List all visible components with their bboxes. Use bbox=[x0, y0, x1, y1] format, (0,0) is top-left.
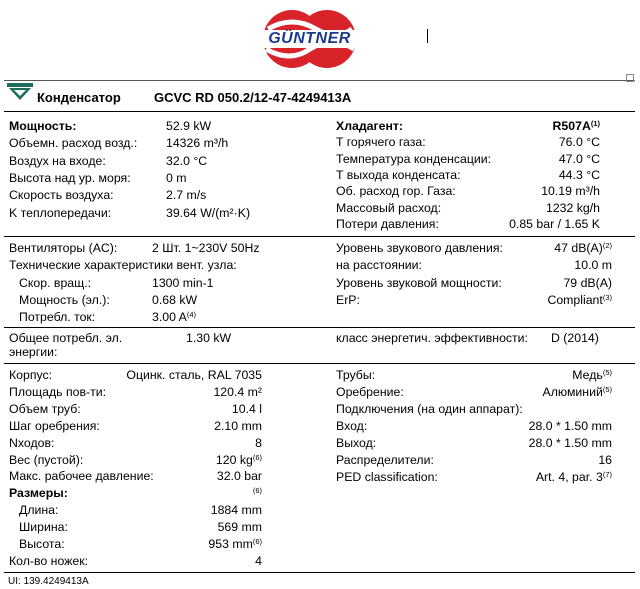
field-value: 32.0 °C bbox=[166, 153, 208, 168]
total-power-label-2: энергии: bbox=[9, 345, 58, 359]
field-label: T выхода конденсата: bbox=[336, 167, 461, 182]
field-label: Технические характеристики вент. узла: bbox=[9, 258, 237, 273]
field-label: Мощность (эл.): bbox=[19, 292, 110, 307]
field-value: 76.0 °C bbox=[558, 135, 600, 150]
field-label: Вход: bbox=[336, 419, 368, 433]
field-label: Массовый расход: bbox=[336, 200, 442, 215]
footer-id: UI: 139.4249413A bbox=[8, 576, 89, 587]
field-value: 28.0 * 1.50 mm bbox=[528, 419, 612, 433]
field-label: Трубы: bbox=[336, 368, 376, 382]
field-label: Уровень звуковой мощности: bbox=[336, 275, 502, 290]
field-label: Кол-во ножек: bbox=[9, 553, 89, 568]
field-label: ErP: bbox=[336, 292, 360, 307]
energy-class-value: D (2014) bbox=[551, 331, 599, 345]
field-label: на расстоянии: bbox=[336, 258, 422, 273]
text-cursor bbox=[427, 29, 428, 43]
field-label: Выход: bbox=[336, 436, 377, 450]
field-value: 8 bbox=[255, 435, 262, 450]
field-value: 569 mm bbox=[217, 520, 262, 535]
field-value: Оцинк. сталь, RAL 7035 bbox=[126, 368, 262, 382]
field-value: 10.0 m bbox=[574, 258, 612, 273]
field-label: Оребрение: bbox=[336, 385, 404, 399]
field-value: 47.0 °C bbox=[558, 151, 600, 166]
field-value: 28.0 * 1.50 mm bbox=[528, 436, 612, 450]
total-power-value: 1.30 kW bbox=[186, 331, 232, 345]
field-value: 39.64 W/(m²·K) bbox=[166, 205, 251, 220]
field-value: 953 $mm^{(6)}$ bbox=[208, 537, 262, 551]
field-label: Потери давления: bbox=[336, 216, 439, 231]
field-value: Алюминий$^{(5)}$ bbox=[542, 385, 612, 399]
field-value: 120 $kg^{(6)}$ bbox=[215, 452, 262, 467]
field-value: Compliant$^{(3)}$ bbox=[547, 292, 612, 307]
field-value: Медь$^{(5)}$ bbox=[572, 368, 612, 382]
field-label: Температура конденсации: bbox=[336, 151, 492, 166]
field-value: 10.4 l bbox=[231, 401, 262, 416]
field-label: Объемн. расход возд.: bbox=[9, 136, 138, 151]
product-type: Конденсатор bbox=[37, 90, 121, 105]
field-label: Размеры: bbox=[9, 486, 68, 501]
total-power-label-1: Общее потребл. эл. bbox=[9, 331, 123, 345]
rule-1 bbox=[4, 111, 635, 112]
rule-4 bbox=[4, 363, 635, 364]
small-logo-icon bbox=[6, 83, 34, 101]
field-value: 10.19 m³/h bbox=[541, 184, 600, 199]
brand-text: GÜNTNER bbox=[268, 30, 351, 47]
field-label: Вентиляторы (AC): bbox=[9, 241, 118, 255]
field-label: Мощность: bbox=[9, 119, 77, 133]
field-value: 47 $dB(A)^{(2)}$ bbox=[554, 241, 612, 255]
field-label: T горячего газа: bbox=[336, 135, 426, 150]
field-value: 1232 kg/h bbox=[545, 200, 600, 215]
field-label: Воздух на входе: bbox=[9, 153, 106, 168]
field-value: 1300 min-1 bbox=[152, 275, 214, 290]
field-value: 79 dB(A) bbox=[563, 275, 612, 290]
rule-5 bbox=[4, 572, 635, 573]
field-label: Высота: bbox=[19, 537, 65, 551]
field-label: Хладагент: bbox=[336, 119, 404, 133]
field-label: Высота над ур. моря: bbox=[9, 170, 131, 185]
gunter-logo bbox=[262, 3, 357, 75]
field-label: Ширина: bbox=[19, 520, 68, 535]
model-number: GCVC RD 050.2/12-47-4249413A bbox=[154, 90, 352, 105]
field-value: 44.3 °C bbox=[558, 167, 600, 182]
field-label: Подключения (на один аппарат): bbox=[336, 402, 523, 416]
field-label: Скорость воздуха: bbox=[9, 188, 114, 203]
field-value: 0 m bbox=[166, 170, 187, 185]
field-value: 0.85 bar / 1.65 K bbox=[509, 216, 600, 231]
field-value: 1884 mm bbox=[210, 503, 262, 518]
header-rule bbox=[4, 80, 635, 81]
field-label: Скор. вращ.: bbox=[19, 275, 92, 290]
field-label: Уровень звукового давления: bbox=[336, 241, 503, 255]
field-label: Макс. рабочее давление: bbox=[9, 469, 154, 484]
field-label: Шаг оребрения: bbox=[9, 418, 100, 433]
rule-3 bbox=[4, 327, 635, 328]
field-value: $R507A^{(1)}$ bbox=[552, 119, 600, 133]
field-value: 52.9 kW bbox=[166, 119, 212, 133]
field-label: Площадь пов-ти: bbox=[9, 384, 106, 399]
energy-class-label: класс энергетич. эффективности: bbox=[336, 331, 528, 345]
field-value: 4 bbox=[255, 553, 262, 568]
field-value: 120.4 m² bbox=[213, 384, 262, 399]
field-value: 32.0 bar bbox=[216, 469, 262, 484]
field-label: Распределители: bbox=[336, 453, 434, 467]
field-value: 2.10 mm bbox=[214, 418, 262, 433]
field-label: K теплопередачи: bbox=[9, 205, 112, 220]
field-label: Объем труб: bbox=[9, 401, 81, 416]
field-value: 14326 m³/h bbox=[166, 136, 229, 151]
rule-2 bbox=[4, 236, 635, 237]
corner-mark bbox=[626, 74, 634, 82]
field-value: 16 bbox=[598, 453, 612, 467]
field-value: (6) bbox=[252, 486, 262, 496]
field-label: Об. расход гор. Газа: bbox=[336, 184, 456, 199]
field-label: PED classification: bbox=[336, 470, 438, 484]
field-label: Корпус: bbox=[9, 368, 53, 382]
field-value: 2.7 m/s bbox=[166, 188, 207, 203]
field-value: Art. 4, par. 3$^{(7)}$ bbox=[535, 470, 612, 484]
field-label: Вес (пустой): bbox=[9, 452, 84, 467]
field-label: Nходов: bbox=[9, 435, 55, 450]
field-label: Длина: bbox=[19, 503, 59, 518]
field-label: Потребл. ток: bbox=[19, 310, 96, 325]
field-value: 2 Шт. 1~230V 50Hz bbox=[152, 241, 260, 255]
field-value: 0.68 kW bbox=[152, 292, 198, 307]
field-value: 3.00 $A^{(4)}$ bbox=[152, 310, 197, 325]
